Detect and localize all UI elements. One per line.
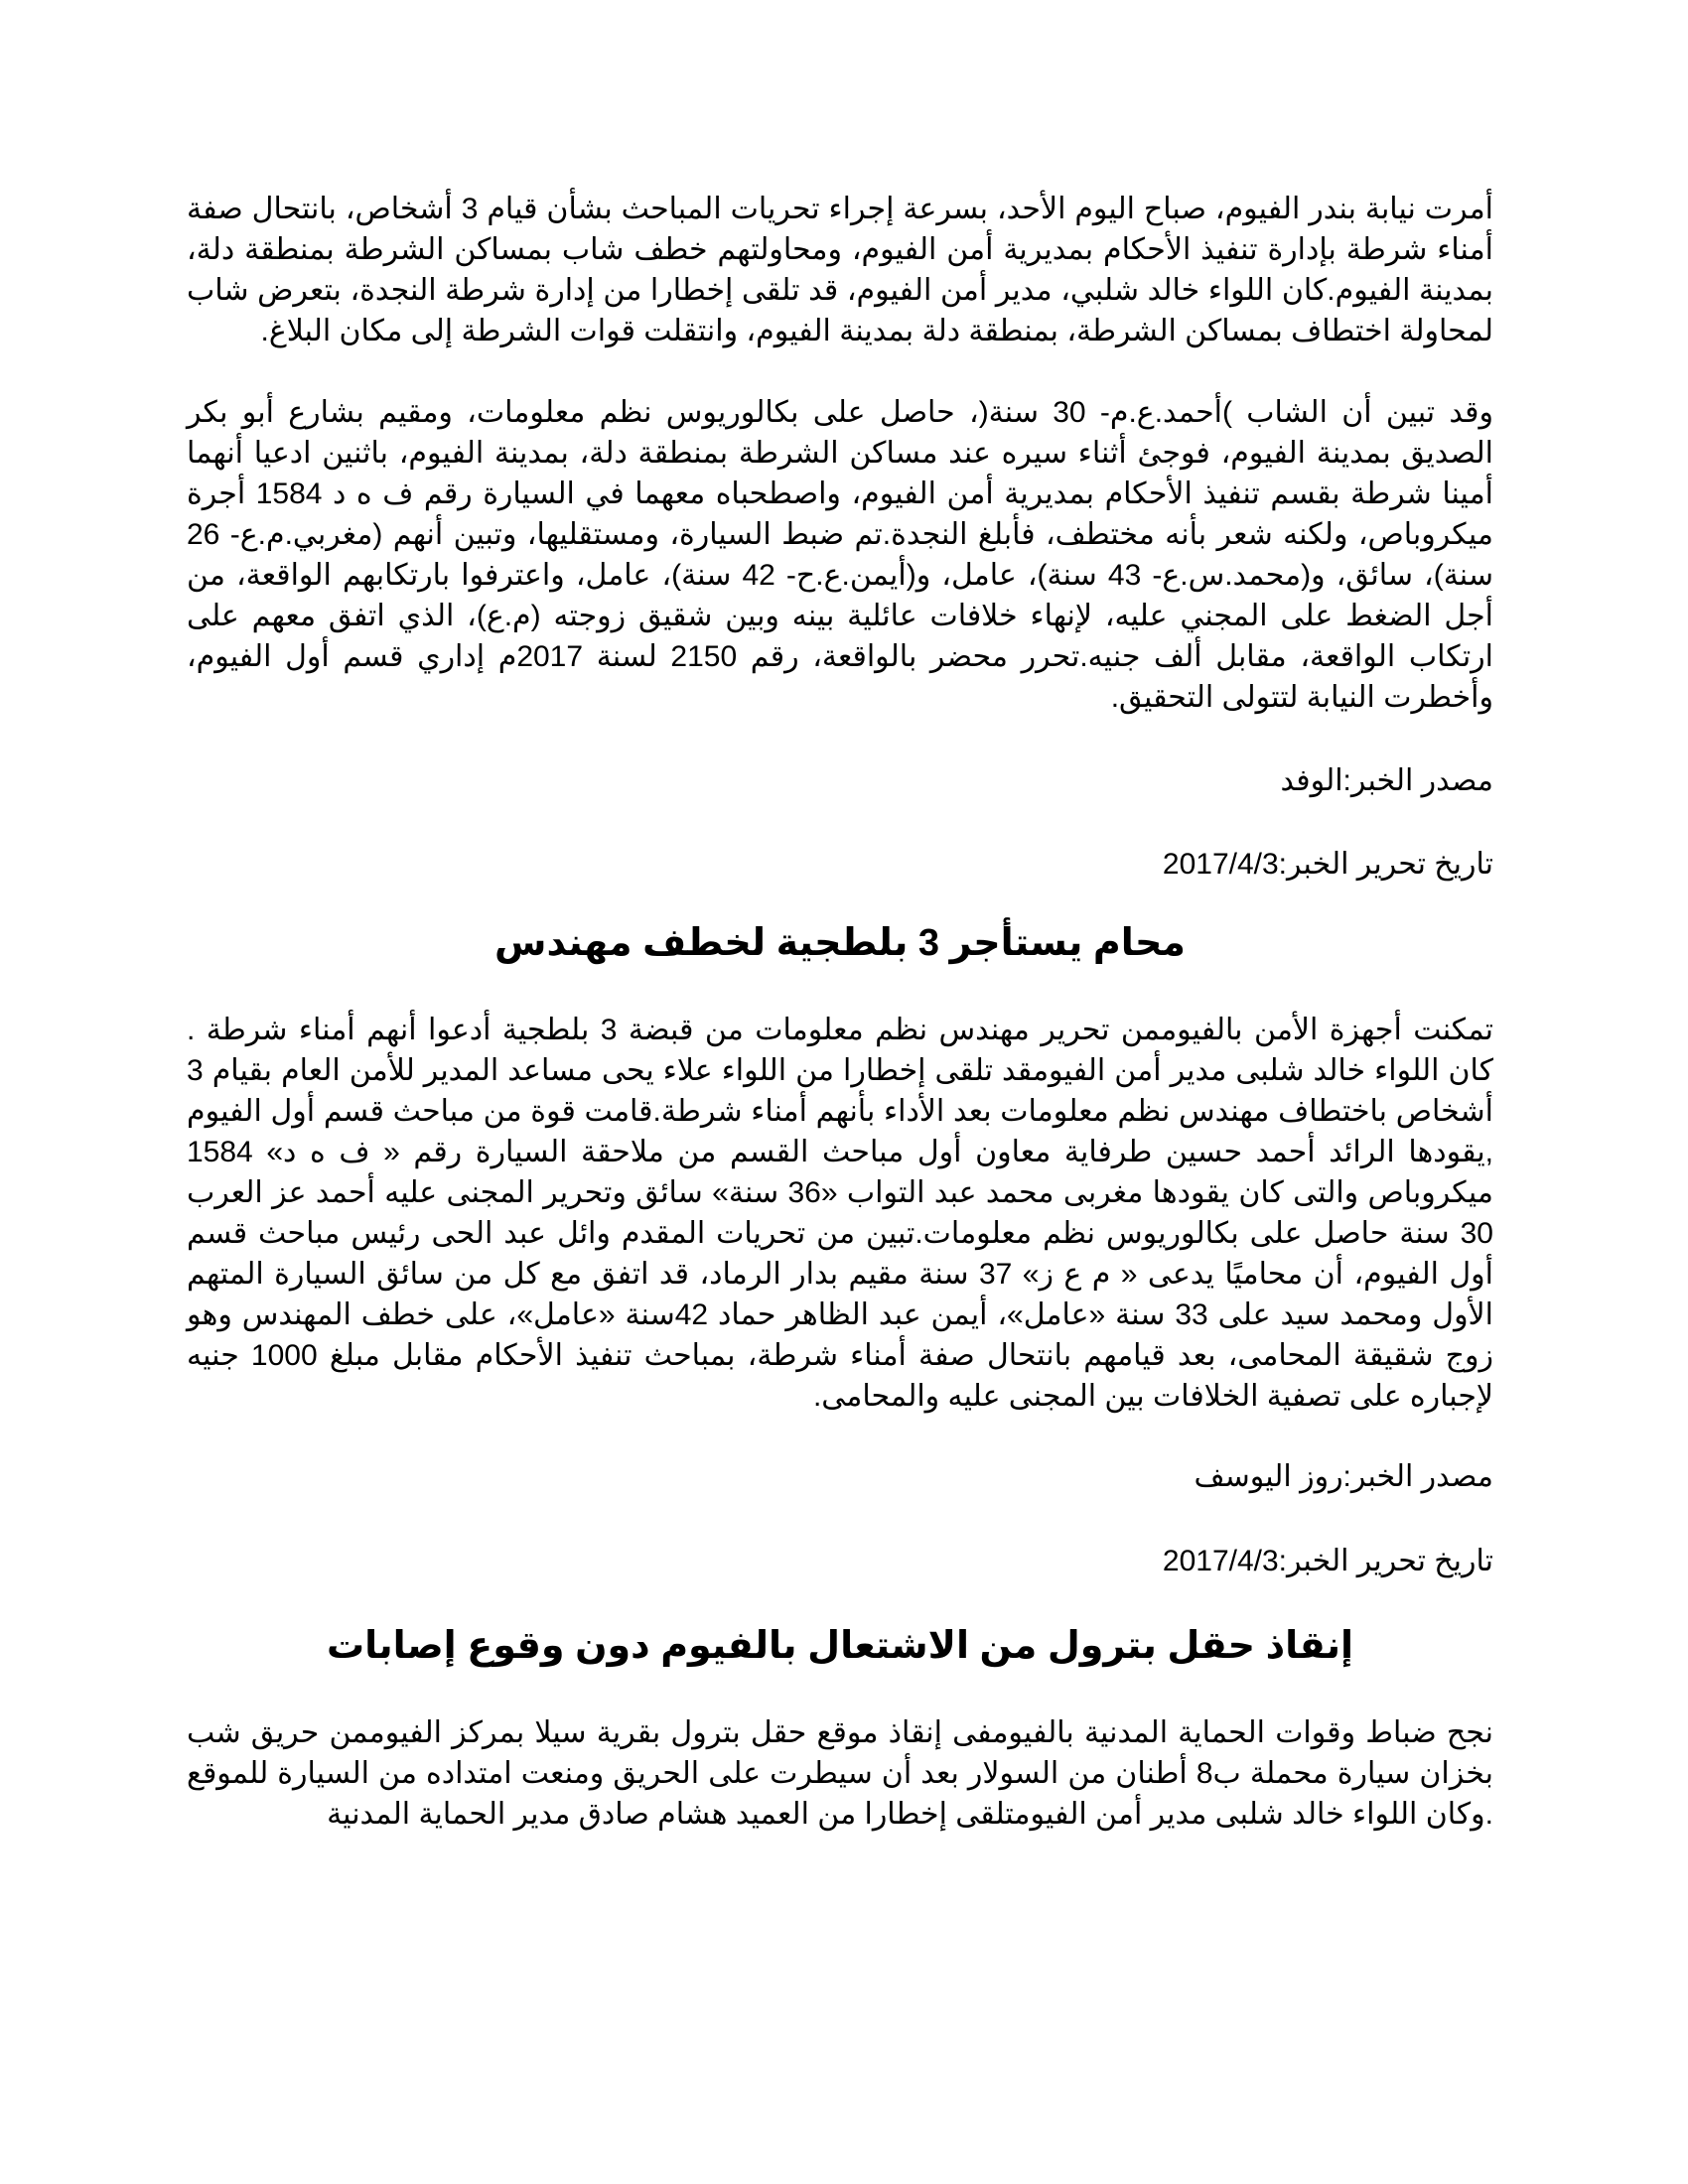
article2-paragraph: تمكنت أجهزة الأمن بالفيوممن تحرير مهندس نظم معلومات من قبضة 3 بلطجية أدعوا أنهم أمناء شرطة . كان اللواء خالد شلبى مدير أمن الفيومقد تلقى إخطارا من اللواء علاء يحى مساعد المدير للأمن العام بقيام 3 أشخاص باختطاف مهندس نظم معلومات بعد الأداء بأنهم أمناء شرطة.قامت قوة من مباحث قسم أول الفيوم ,يقودها الرائد أحمد حسين طرفاية معاون أول مباحث القسم من ملاحقة السيارة رقم « ف ه د» 1584 ميكروباص والتى كان يقودها مغربى محمد عبد التواب «36 سنة» سائق وتحرير المجنى عليه أحمد عز العرب 30 سنة حاصل على بكالوريوس نظم معلومات.تبين من تحريات المقدم وائل عبد الحى رئيس مباحث قسم أول الفيوم، أن محاميًا يدعى « م ع ز» 37 سنة مقيم بدار الرماد، قد اتفق مع كل من سائق السيارة المتهم الأول ومحمد سيد على 33 سنة «عامل»، أيمن عبد الظاهر حماد 42سنة «عامل»، على خطف المهندس وهو زوج شقيقة المحامى، بعد قيامهم بانتحال صفة أمناء شرطة، بمباحث تنفيذ الأحكام مقابل مبلغ 1000 جنيه لإجباره على تصفية الخلافات بين المجنى عليه والمحامى. — [187, 1014, 1494, 1413]
article2-date: تاريخ تحرير الخبر:2017/4/3 — [1162, 1545, 1493, 1577]
article1-source: مصدر الخبر:الوفد — [1280, 764, 1493, 797]
article1-paragraph-2: وقد تبين أن الشاب )أحمد.ع.م- 30 سنة(، حاصل على بكالوريوس نظم معلومات، ومقيم بشارع أبو بكر الصديق بمدينة الفيوم، فوجئ أثناء سيره عند مساكن الشرطة بمنطقة دلة، بمدينة الفيوم، باثنين ادعيا أنهما أمينا شرطة بقسم تنفيذ الأحكام بمديرية أمن الفيوم، واصطحباه معهما في السيارة رقم ف ه د 1584 أجرة ميكروباص، ولكنه شعر بأنه مختطف، فأبلغ النجدة.تم ضبط السيارة، ومستقليها، وتبين أنهم (مغربي.م.ع- 26 سنة)، سائق، و(محمد.س.ع- 43 سنة)، عامل، و(أيمن.ع.ح- 42 سنة)، عامل، واعترفوا بارتكابهم الواقعة، من أجل الضغط على المجني عليه، لإنهاء خلافات عائلية بينه وبين شقيق زوجته (م.ع)، الذي اتفق معهم على ارتكاب الواقعة، مقابل ألف جنيه.تحرر محضر بالواقعة، رقم 2150 لسنة 2017م إداري قسم أول الفيوم، وأخطرت النيابة لتتولى التحقيق. — [187, 396, 1493, 714]
document-body — [187, 189, 1493, 1835]
article1-paragraph-1: أمرت نيابة بندر الفيوم، صباح اليوم الأحد، بسرعة إجراء تحريات المباحث بشأن قيام 3 أشخاص، بانتحال صفة أمناء شرطة بإدارة تنفيذ الأحكام بمديرية أمن الفيوم، ومحاولتهم خطف شاب بمساكن الشرطة بمنطقة دلة، بمدينة الفيوم.كان اللواء خالد شلبي، مدير أمن الفيوم، قد تلقى إخطارا من إدارة شرطة النجدة، بتعرض شاب لمحاولة اختطاف بمساكن الشرطة، بمنطقة دلة بمدينة الفيوم، وانتقلت قوات الشرطة إلى مكان البلاغ. — [187, 193, 1494, 347]
article3-paragraph: نجح ضباط وقوات الحماية المدنية بالفيومفى إنقاذ موقع حقل بترول بقرية سيلا بمركز الفيوممن حريق شب بخزان سيارة محملة ب8 أطنان من السولار بعد أن سيطرت على الحريق ومنعت امتداده من السيارة للموقع .وكان اللواء خالد شلبى مدير أمن الفيومتلقى إخطارا من العميد هشام صادق مدير الحماية المدنية — [187, 1716, 1493, 1831]
article-lawyer-hires-thugs — [187, 918, 1493, 1581]
article-oil-field-fire — [187, 1621, 1493, 1835]
article2-headline: محام يستأجر 3 بلطجية لخطف مهندس — [494, 922, 1186, 964]
article2-source: مصدر الخبر:روز اليوسف — [1194, 1460, 1493, 1493]
article3-headline: إنقاذ حقل بترول من الاشتعال بالفيوم دون وقوع إصابات — [326, 1625, 1354, 1667]
article-police-impersonation — [187, 189, 1493, 885]
article1-date: تاريخ تحرير الخبر:2017/4/3 — [1162, 848, 1493, 881]
